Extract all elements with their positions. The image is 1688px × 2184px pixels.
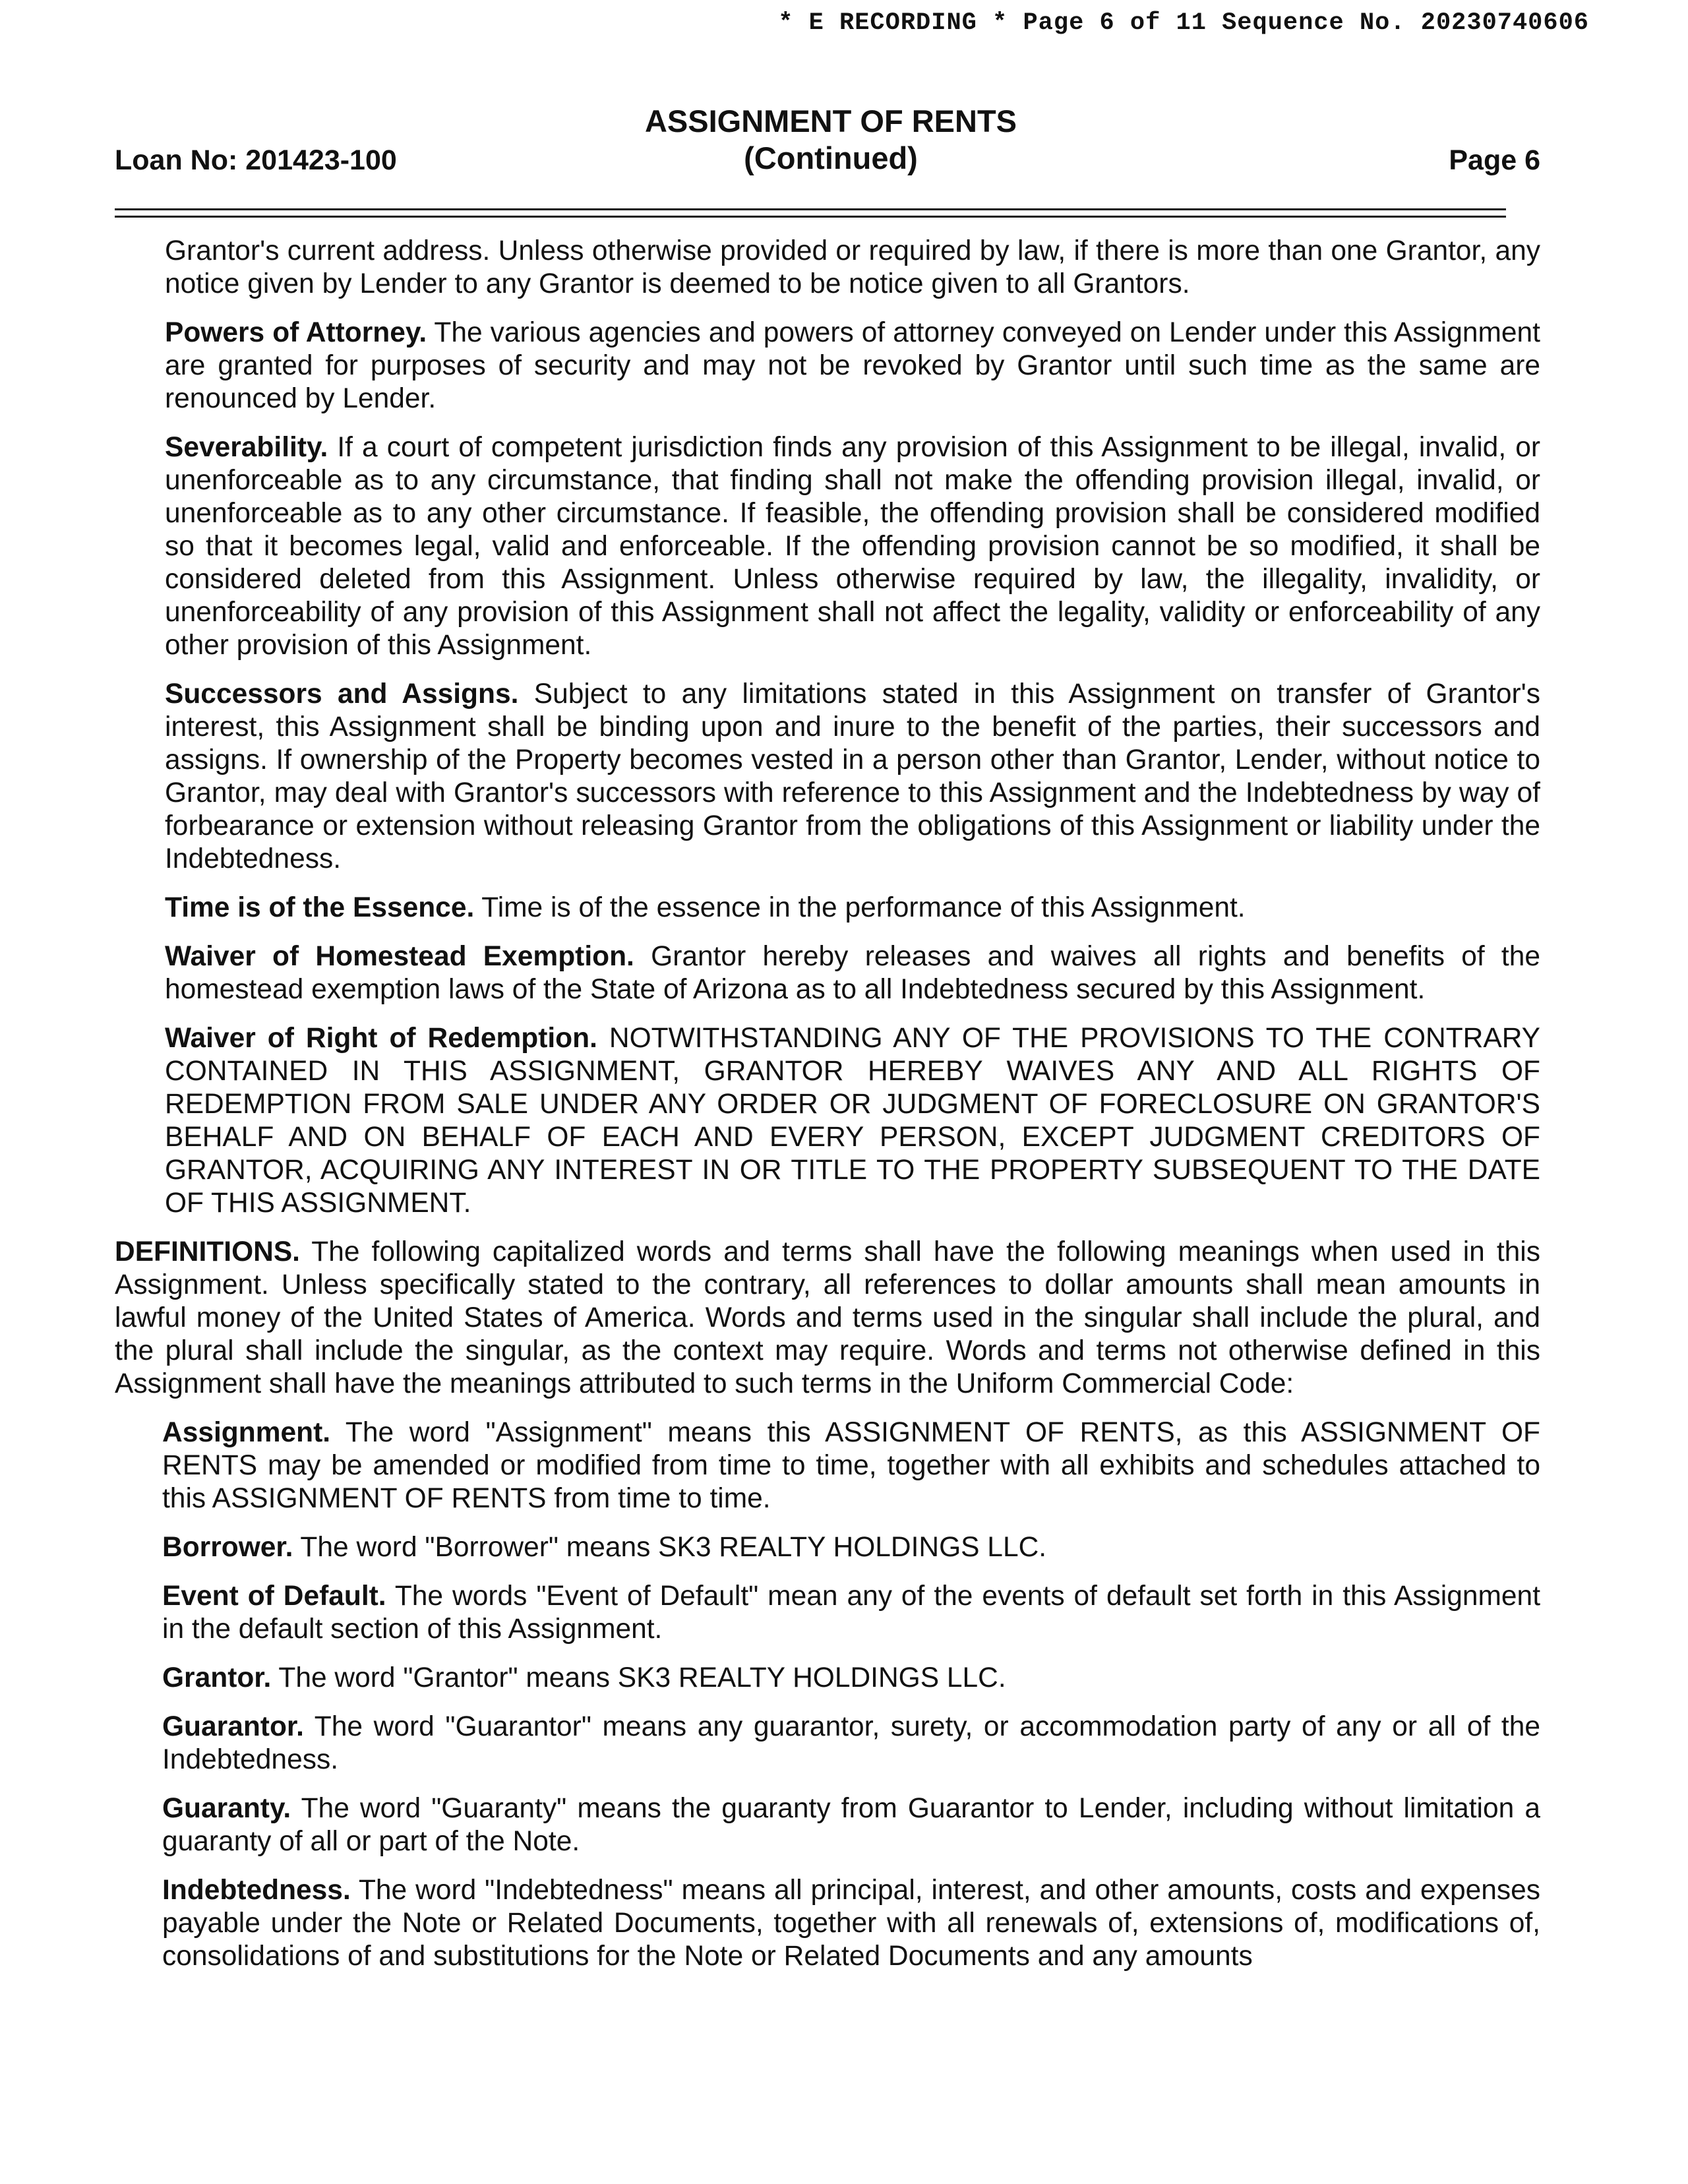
definition-text: The word "Borrower" means SK3 REALTY HOLDINGS LLC. bbox=[293, 1532, 1047, 1563]
definition-grantor bbox=[162, 1662, 1540, 1695]
paragraph-text: The various agencies and powers of attorney conveyed on Lender under this Assignment are granted for purposes of security and may not be revoked by Grantor until such time as the same are renounced by Lender. bbox=[165, 317, 1540, 414]
paragraph-successors-and-assigns bbox=[165, 678, 1540, 876]
definition-text: The words "Event of Default" mean any of the events of default set forth in this Assignment in the default section of this Assignment. bbox=[162, 1581, 1540, 1645]
header-rule-bottom bbox=[115, 216, 1506, 218]
document-title: ASSIGNMENT OF RENTS bbox=[644, 104, 1017, 138]
definition-text: The word "Assignment" means this ASSIGNMENT OF RENTS, as this ASSIGNMENT OF RENTS may be amended or modified from time to time, together with all exhibits and schedules attached to this ASSIGNMENT OF RENTS from time to time. bbox=[162, 1417, 1540, 1514]
paragraph-heading: Time is of the Essence. bbox=[165, 892, 475, 923]
loan-number: Loan No: 201423-100 bbox=[115, 144, 397, 176]
definition-term: Borrower. bbox=[162, 1532, 293, 1563]
paragraph-time-is-of-the-essence bbox=[165, 892, 1540, 925]
header-rule-top bbox=[115, 208, 1506, 210]
paragraph-heading: Severability. bbox=[165, 432, 328, 463]
definition-term: Assignment. bbox=[162, 1417, 331, 1448]
definition-term: Indebtedness. bbox=[162, 1875, 351, 1906]
paragraph-heading: Waiver of Homestead Exemption. bbox=[165, 941, 634, 972]
definition-term: Event of Default. bbox=[162, 1581, 386, 1612]
paragraph-waiver-of-right-of-redemption bbox=[165, 1022, 1540, 1220]
definition-term: Grantor. bbox=[162, 1662, 272, 1693]
paragraph-heading: Waiver of Right of Redemption. bbox=[165, 1023, 597, 1054]
paragraph-text: NOTWITHSTANDING ANY OF THE PROVISIONS TO THE CONTRARY CONTAINED IN THIS ASSIGNMENT, GRANTOR HEREBY WAIVES ANY AND ALL RIGHTS OF REDEMPTION FROM SALE UNDER ANY ORDER OR JUDGMENT OF FORECLOSURE ON GRANTOR'S BEHALF AND ON BEHALF OF EACH AND EVERY PERSON, EXCEPT JUDGMENT CREDITORS OF GRANTOR, ACQUIRING ANY INTEREST IN OR TITLE TO THE PROPERTY SUBSEQUENT TO THE DATE OF THIS ASSIGNMENT. bbox=[165, 1023, 1540, 1219]
paragraph-text: If a court of competent jurisdiction finds any provision of this Assignment to be illegal, invalid, or unenforceable as to any circumstance, that finding shall not make the offending provision illegal, invalid, or unenforceable as to any other circumstance. If feasible, the offending provision shall be considered modified so that it becomes legal, valid and enforceable. If the offending provision cannot be so modified, it shall be considered deleted from this Assignment. Unless otherwise required by law, the illegality, invalidity, or unenforceability of any provision of this Assignment shall not affect the legality, validity or enforceability of any other provision of this Assignment. bbox=[165, 432, 1540, 661]
definition-text: The word "Grantor" means SK3 REALTY HOLDINGS LLC. bbox=[271, 1662, 1006, 1693]
paragraph-waiver-of-homestead-exemption bbox=[165, 940, 1540, 1006]
paragraph-text: Grantor hereby releases and waives all rights and benefits of the homestead exemption laws of the State of Arizona as to all Indebtedness secured by this Assignment. bbox=[165, 941, 1541, 1005]
definition-text: The word "Guaranty" means the guaranty from Guarantor to Lender, including without limitation a guaranty of all or part of the Note. bbox=[162, 1793, 1540, 1857]
recording-header: * E RECORDING * Page 6 of 11 Sequence No. 20230740606 bbox=[778, 9, 1589, 37]
definition-borrower bbox=[162, 1531, 1540, 1564]
paragraph-heading: Successors and Assigns. bbox=[165, 679, 519, 710]
paragraph-text: Time is of the essence in the performance of this Assignment. bbox=[474, 892, 1246, 923]
section-heading: DEFINITIONS. bbox=[115, 1236, 300, 1267]
paragraph-powers-of-attorney bbox=[165, 317, 1540, 415]
definition-event-of-default bbox=[162, 1580, 1540, 1646]
paragraph-severability bbox=[165, 431, 1540, 662]
paragraph-notice-continued bbox=[165, 235, 1540, 301]
paragraph-heading: Powers of Attorney. bbox=[165, 317, 427, 348]
page-number: Page 6 bbox=[1449, 144, 1540, 176]
definition-text: The word "Indebtedness" means all principal, interest, and other amounts, costs and expenses payable under the Note or Related Documents, together with all renewals of, extensions of, modifications of, consolidations of and substitutions for the Note or Related Documents and any amounts bbox=[162, 1875, 1540, 1972]
document-body bbox=[115, 235, 1540, 1989]
definition-term: Guarantor. bbox=[162, 1711, 304, 1742]
paragraph-text: Subject to any limitations stated in this Assignment on transfer of Grantor's interest, this Assignment shall be binding upon and inure to the benefit of the parties, their successors and assigns. If ownership of the Property becomes vested in a person other than Grantor, Lender, without notice to Grantor, may deal with Grantor's successors with reference to this Assignment and the Indebtedness by way of forbearance or extension without releasing Grantor from the obligations of this Assignment or liability under the Indebtedness. bbox=[165, 679, 1540, 874]
definition-term: Guaranty. bbox=[162, 1793, 291, 1824]
definition-assignment bbox=[162, 1416, 1540, 1515]
definition-indebtedness bbox=[162, 1874, 1540, 1973]
definition-guarantor bbox=[162, 1711, 1540, 1776]
document-subtitle: (Continued) bbox=[744, 140, 918, 175]
definitions-intro bbox=[115, 1236, 1540, 1401]
definition-guaranty bbox=[162, 1792, 1540, 1858]
definition-text: The word "Guarantor" means any guarantor, surety, or accommodation party of any or all of the Indebtedness. bbox=[162, 1711, 1540, 1775]
paragraph-text: Grantor's current address. Unless otherwise provided or required by law, if there is more than one Grantor, any notice given by Lender to any Grantor is deemed to be notice given to all Grantors. bbox=[165, 235, 1540, 299]
section-text: The following capitalized words and terms shall have the following meanings when used in this Assignment. Unless specifically stated to the contrary, all references to dollar amounts shall mean amounts in lawful money of the United States of America. Words and terms used in the singular shall include the plural, and the plural shall include the singular, as the context may require. Words and terms not otherwise defined in this Assignment shall have the meanings attributed to such terms in the Uniform Commercial Code: bbox=[115, 1236, 1540, 1399]
